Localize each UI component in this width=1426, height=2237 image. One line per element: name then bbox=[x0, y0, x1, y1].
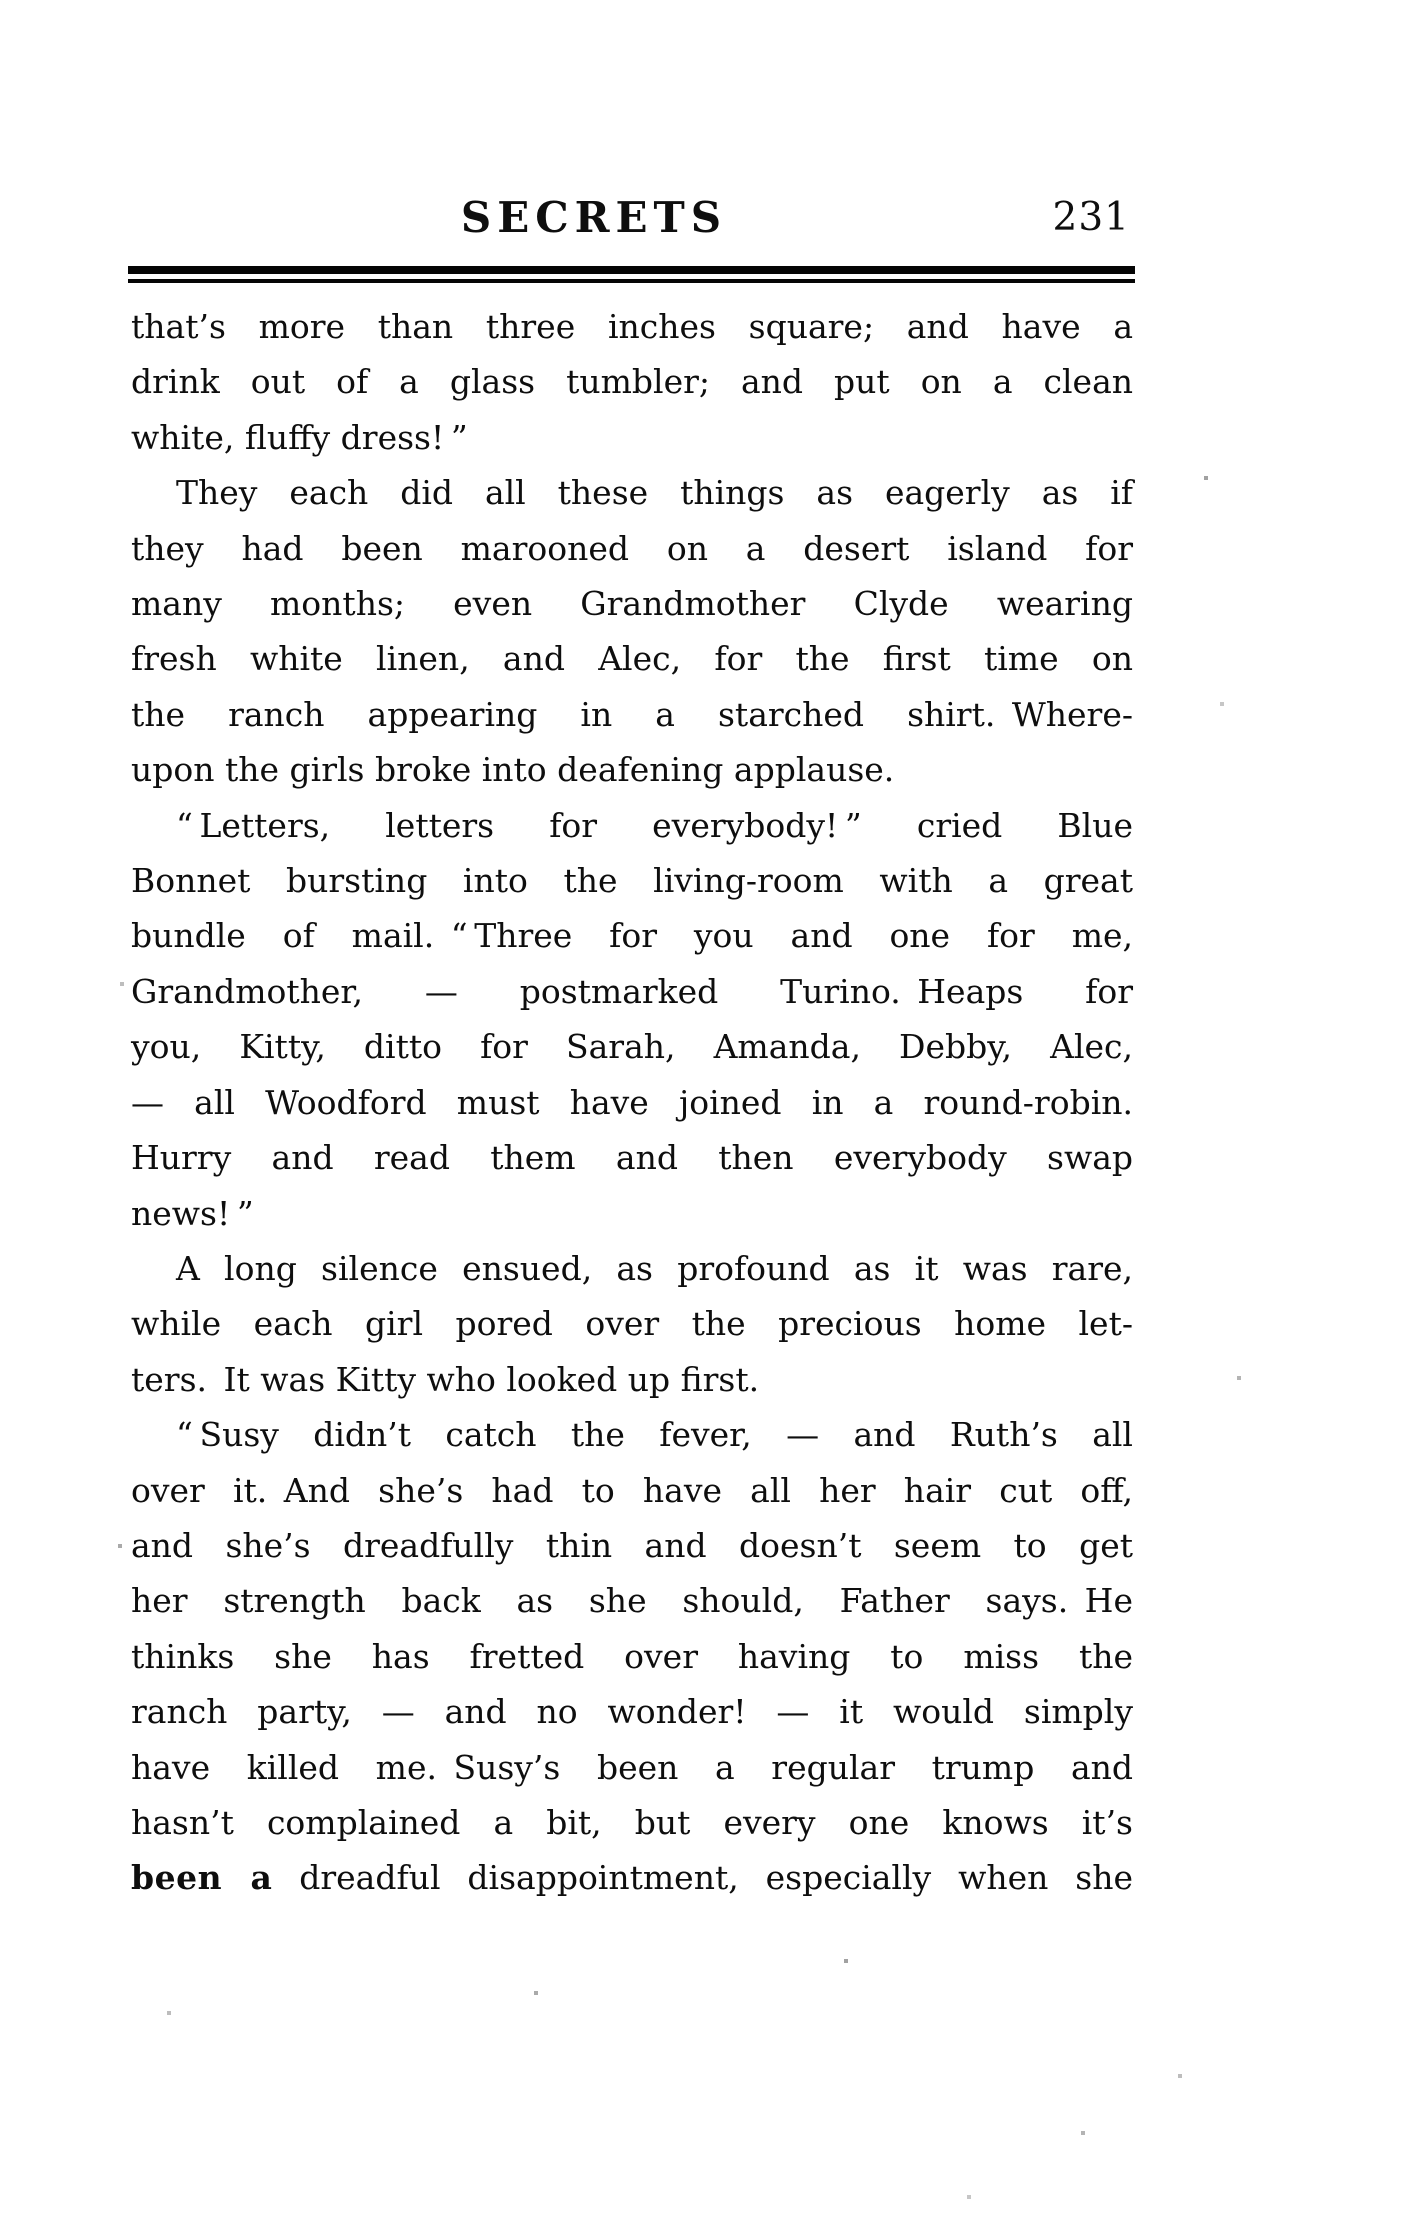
text-line: many months; even Grandmother Clyde wearing bbox=[131, 584, 1133, 624]
text-line: “ Letters, letters for everybody! ” cried Blue bbox=[176, 805, 1133, 845]
text-line: while each girl pored over the precious home let- bbox=[131, 1304, 1133, 1344]
text-line: upon the girls broke into deafening applause. bbox=[131, 750, 895, 790]
text-line: white, fluffy dress! ” bbox=[131, 417, 468, 457]
text-line: ters. It was Kitty who looked up first. bbox=[131, 1359, 760, 1399]
text-line: They each did all these things as eagerly as if bbox=[176, 473, 1133, 513]
text-line: Hurry and read them and then everybody swap bbox=[131, 1138, 1133, 1178]
text-line: thinks she has fretted over having to miss the bbox=[131, 1636, 1133, 1676]
paper-specks bbox=[0, 0, 2, 2]
text-line: bundle of mail. “ Three for you and one for me, bbox=[131, 916, 1133, 956]
page-number: 231 bbox=[1052, 195, 1130, 240]
text-line: ranch party, — and no wonder! — it would simply bbox=[131, 1692, 1133, 1732]
text-line: that’s more than three inches square; and have a bbox=[131, 307, 1133, 346]
text-line: — all Woodford must have joined in a round-robin. bbox=[131, 1082, 1133, 1122]
body-text bbox=[131, 299, 1133, 1906]
text-line: been a dreadful disappointment, especially when she bbox=[131, 1858, 1133, 1898]
text-line: Grandmother, — postmarked Turino. Heaps for bbox=[131, 971, 1133, 1011]
page-header bbox=[0, 193, 1426, 249]
text-line: her strength back as she should, Father says. He bbox=[131, 1581, 1133, 1621]
text-line: drink out of a glass tumbler; and put on a clean bbox=[131, 362, 1133, 402]
text-line: the ranch appearing in a starched shirt. Where- bbox=[131, 694, 1133, 734]
text-line: and she’s dreadfully thin and doesn’t seem to get bbox=[131, 1525, 1133, 1565]
header-rule bbox=[128, 266, 1135, 283]
text-line: hasn’t complained a bit, but every one knows it’s bbox=[131, 1802, 1133, 1842]
text-line: fresh white linen, and Alec, for the first time on bbox=[131, 639, 1133, 679]
text-line: they had been marooned on a desert island for bbox=[131, 528, 1133, 568]
text-line: over it. And she’s had to have all her hair cut off, bbox=[131, 1470, 1133, 1510]
text-line: “ Susy didn’t catch the fever, — and Ruth’s all bbox=[176, 1415, 1133, 1455]
text-line: A long silence ensued, as profound as it was rare, bbox=[176, 1248, 1133, 1288]
text-line: have killed me. Susy’s been a regular trump and bbox=[131, 1747, 1133, 1787]
text-line: you, Kitty, ditto for Sarah, Amanda, Debby, Alec, bbox=[131, 1027, 1133, 1067]
text-line: Bonnet bursting into the living-room with a great bbox=[131, 861, 1133, 901]
running-title: SECRETS bbox=[460, 193, 728, 242]
text-line: news! ” bbox=[131, 1193, 254, 1233]
